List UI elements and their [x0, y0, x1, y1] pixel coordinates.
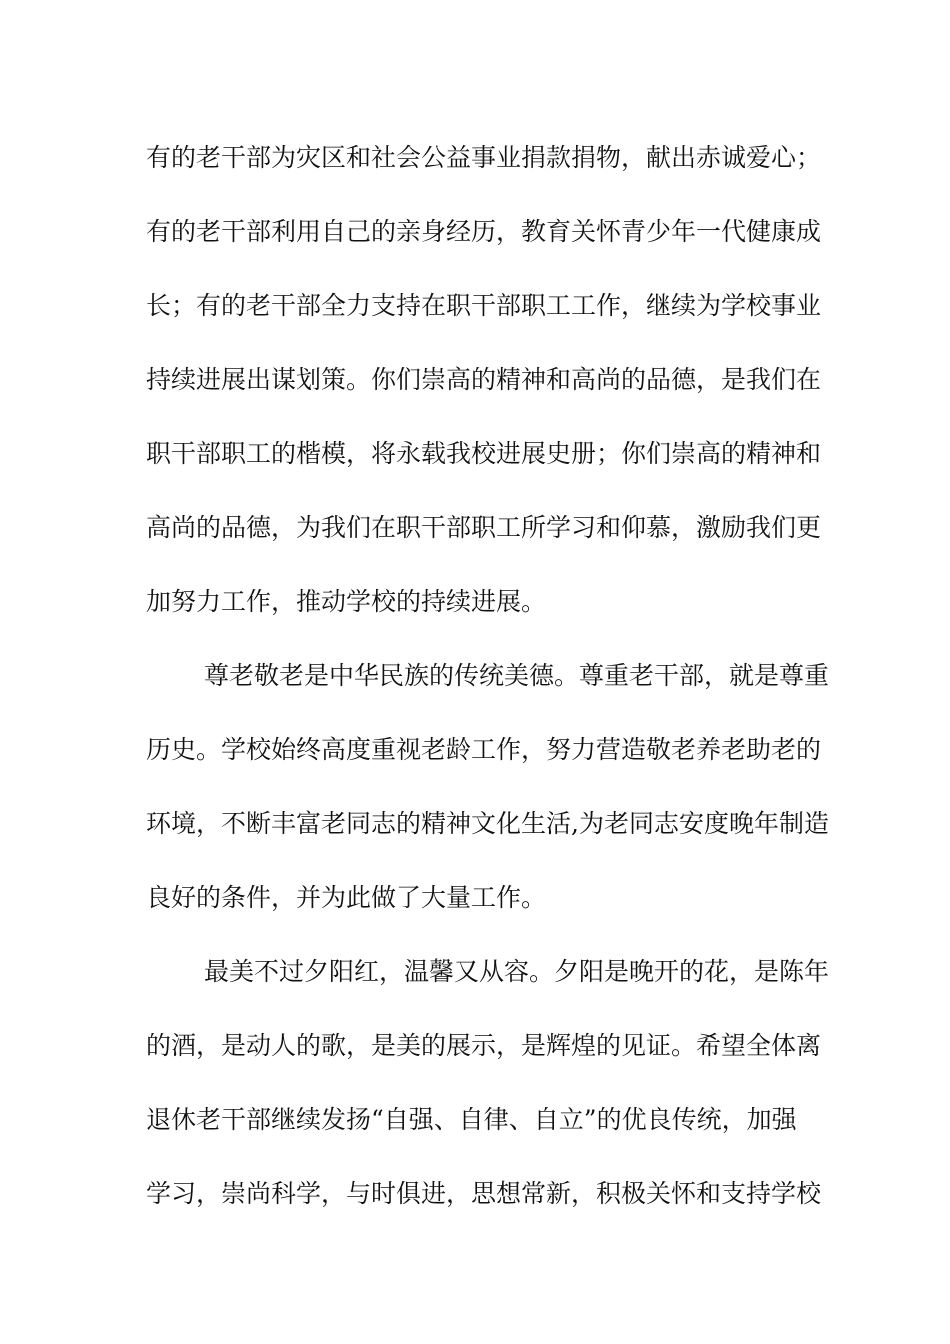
- text-line: 有的老干部利用自己的亲身经历，教育关怀青少年一代健康成: [146, 217, 822, 246]
- text-line: 持续进展出谋划策。你们崇高的精神和高尚的品德，是我们在: [146, 365, 822, 394]
- text-line: 长；有的老干部全力支持在职干部职工工作，继续为学校事业: [146, 291, 822, 320]
- text-line: 历史。学校始终高度重视老龄工作，努力营造敬老养老助老的: [146, 735, 822, 764]
- paragraph-start-line: 尊老敬老是中华民族的传统美德。尊重老干部，就是尊重: [204, 661, 830, 690]
- text-line: 退休老干部继续发扬“自强、自律、自立”的优良传统，加强: [146, 1105, 797, 1134]
- paragraph-start-line: 最美不过夕阳红，温馨又从容。夕阳是晚开的花，是陈年: [204, 957, 830, 986]
- text-line: 良好的条件，并为此做了大量工作。: [146, 883, 547, 912]
- text-line: 职干部职工的楷模，将永载我校进展史册；你们崇高的精神和: [146, 439, 822, 468]
- text-line: 学习，崇尚科学，与时俱进，思想常新，积极关怀和支持学校: [146, 1179, 822, 1208]
- text-line: 的酒，是动人的歌，是美的展示，是辉煌的见证。希望全体离: [146, 1031, 822, 1060]
- body-text: [146, 128, 830, 1238]
- text-line: 环境，不断丰富老同志的精神文化生活,为老同志安度晚年制造: [146, 809, 829, 838]
- text-line: 加努力工作，推动学校的持续进展。: [146, 587, 547, 616]
- text-line: 有的老干部为灾区和社会公益事业捐款捐物，献出赤诚爱心；: [146, 143, 822, 172]
- text-line: 高尚的品德，为我们在职干部职工所学习和仰慕，激励我们更: [146, 513, 822, 542]
